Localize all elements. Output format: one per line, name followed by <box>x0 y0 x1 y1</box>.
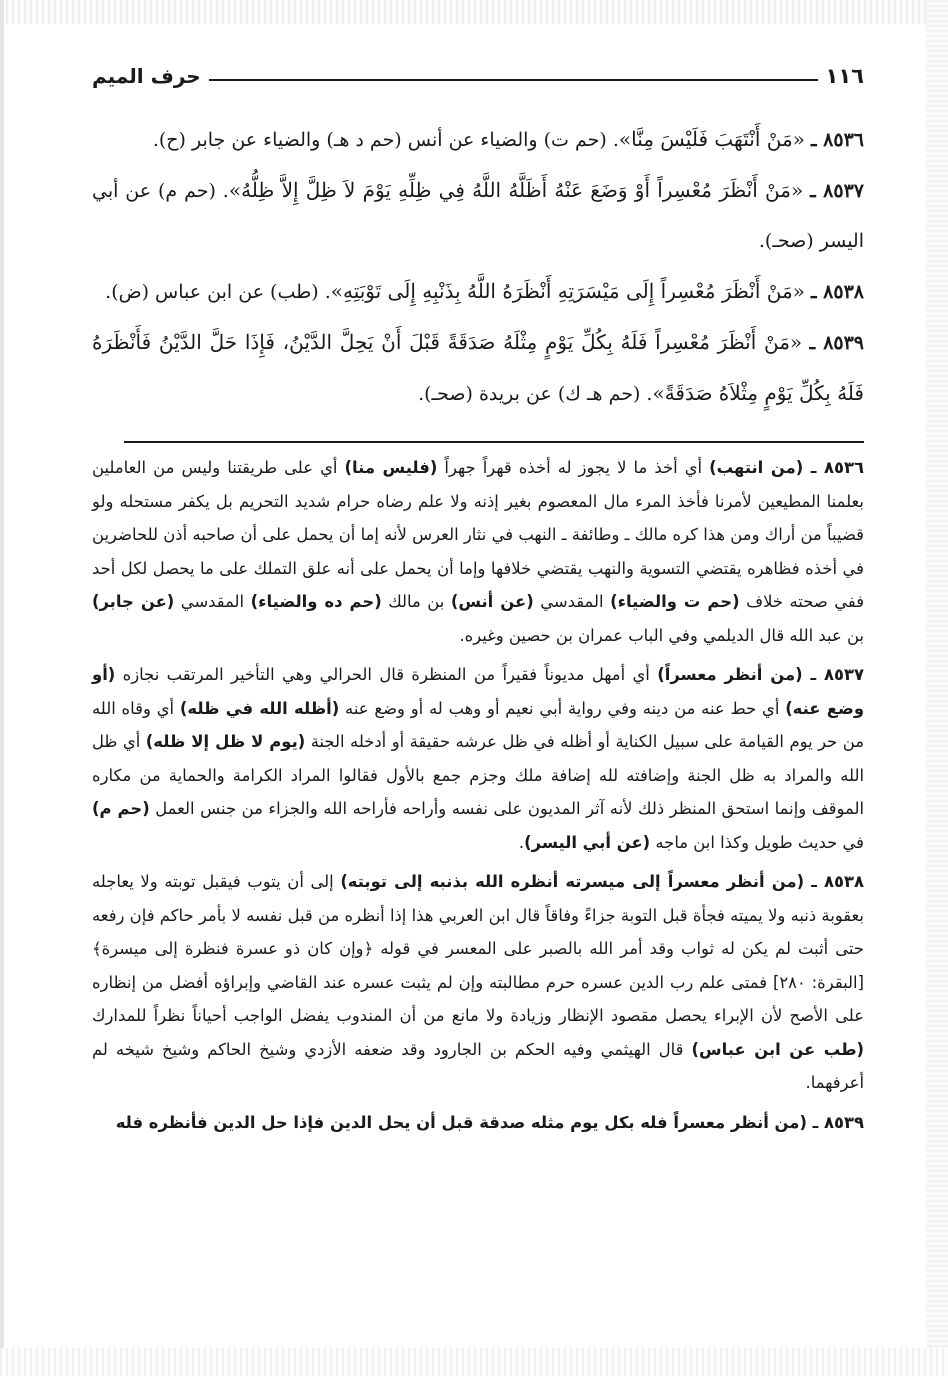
header-rule <box>209 79 818 81</box>
commentary-quoted-phrase: (حم ده والضياء) <box>250 592 382 611</box>
commentary-text: أي أمهل مديوناً فقيراً من المنظرة قال الحرالي وهي التأخير المرتقب نجازه <box>115 665 658 684</box>
commentary-number: ٨٥٣٧ ـ <box>802 665 865 684</box>
commentary-text: أي وقاه الله من حر يوم القيامة على سبيل الكناية أو أظله في ظل عرشه حقيقة أو أدخله الجنة <box>92 698 864 751</box>
scan-border-bottom <box>0 1348 948 1376</box>
commentary-text: المقدسي <box>533 592 611 611</box>
hadith-text: «مَنْ أَنْظَرَ مُعْسِراً إِلَى مَيْسَرَتِهِ أَنْظَرَهُ اللَّهُ بِذَنْبِهِ إِلَى تَوْبَتِهِ» <box>330 279 805 303</box>
book-page <box>92 52 864 1145</box>
commentary-number: ٨٥٣٨ ـ <box>804 872 864 891</box>
hadith-source: . (طب) عن ابن عباس (ض). <box>105 281 331 303</box>
hadith-list <box>92 114 864 419</box>
scan-border-left <box>0 0 4 1376</box>
page-header <box>92 52 864 88</box>
scan-border-top <box>0 0 948 24</box>
section-title: حرف الميم <box>92 64 201 88</box>
hadith-source: . (حم هـ ك) عن بريدة (صحـ). <box>418 383 653 405</box>
page-number: ١١٦ <box>825 64 864 88</box>
commentary-quoted-phrase: (من أنظر معسراً إلى ميسرته أنظره الله بذنبه إلى توبته) <box>340 872 805 891</box>
commentary-text: المقدسي <box>174 592 251 611</box>
commentary-quoted-phrase: (أو وضع عنه) <box>92 665 865 718</box>
commentary-number: ٨٥٣٩ ـ <box>806 1112 864 1132</box>
hadith-entry <box>92 266 864 317</box>
hadith-number: ٨٥٣٧ ـ <box>810 180 864 202</box>
hadith-source: . (حم م) عن أبي اليسر (صحـ). <box>92 180 864 252</box>
commentary-text: أي حط عنه من دينه وفي رواية أبي نعيم أو وهب له أو وضع عنه <box>339 698 786 718</box>
hadith-number: ٨٥٣٦ ـ <box>810 129 864 151</box>
footnote-divider <box>124 441 864 443</box>
commentary-entry <box>92 865 864 1100</box>
commentary-text: أي ظل الله والمراد به ظل الجنة وإضافته لله إضافة ملك وجزم جمع بالأول فقالوا المراد الكرامة والحماية من مكاره الموقف وإنما استحق المنظر ذلك لأنه آثر المديون على نفسه وأراحه فأراحه الله والجزاء من جنس العمل <box>92 732 865 818</box>
commentary-quoted-phrase: (حم م) <box>92 799 150 818</box>
commentary-quoted-phrase: (حم ت والضياء) <box>610 592 740 611</box>
commentary-entry <box>92 451 864 652</box>
commentary-quoted-phrase: (عن أنس) <box>450 592 534 611</box>
hadith-entry <box>92 165 864 266</box>
commentary-text: إلى أن يتوب فيقبل توبته ولا يعاجله بعقوبة ذنبه ولا يميته فجأة قبل التوبة جزاءً وفاقاً قال ابن العربي هذا إذا أنظره من قبل نفسه لا بأمر حاكم فإن رفعه حتى أثبت لم يكن له ثواب وقد أمر الله بالصبر على المعسر في قوله ﴿وإن كان ذو عسرة فنظرة إلى ميسرة﴾ [البقرة: ٢٨٠] فمتى علم رب الدين عسره حرم مطالبته وإن لم يثبت عسره عند القاضي وإبراؤه أفضل من إنظاره على الأصح لأن الإبراء يحصل مقصود الإنظار وزيادة ولا مانع من أن المندوب يفضل الواجب أحياناً نظراً للمدارك <box>92 872 864 1025</box>
commentary-quoted-phrase: (عن أبي اليسر) <box>524 832 651 852</box>
hadith-source: . (حم ت) والضياء عن أنس (حم د هـ) والضياء عن جابر (ح). <box>152 129 619 151</box>
commentary-number: ٨٥٣٦ ـ <box>803 458 864 477</box>
hadith-entry <box>92 317 864 419</box>
commentary-quoted-phrase: (فليس منا) <box>344 458 438 477</box>
hadith-number: ٨٥٣٩ ـ <box>809 332 865 354</box>
scan-border-right <box>926 0 948 1376</box>
commentary-quoted-phrase: (من انتهب) <box>709 458 804 477</box>
commentary-text: بن عبد الله قال الديلمي وفي الباب عمران بن حصين وغيره. <box>459 625 864 645</box>
commentary-quoted-phrase: (أظله الله في ظله) <box>179 698 340 718</box>
hadith-text: «مَنْ أَنْظَرَ مُعْسِراً أَوْ وَضَعَ عَنْهُ أَظَلَّهُ اللَّهُ فِي ظِلِّهِ يَوْمَ لاَ ظِلَّ إِلاَّ ظِلُّهُ» <box>228 178 804 202</box>
commentary-entry <box>92 1106 864 1140</box>
commentary-text: أي على طريقتنا وليس من العاملين بعلمنا المطيعين لأمرنا فأخذ المرء مال المعصوم بغير إذنه ولا علم رضاه حرام شديد التحريم بل يكفر مستحله ولو قضيباً من أراك ومن هذا كره مالك ـ وطائفة ـ النهب في نثار العرس لأنه إما أن يحمل على أن صاحبه أذن للحاضرين في أخذه فظاهره يقتضي التسوية والنهب يقتضي خلافها وإما أن يحمل على أنه علق التملك على ما يحصل لكل أحد ففي صحته خلاف <box>92 458 865 611</box>
hadith-text: «مَنْ أَنْظَرَ مُعْسِراً فَلَهُ بِكُلِّ يَوْمٍ مِثْلَهُ صَدَقَةً قَبْلَ أَنْ يَحِلَّ الدَّيْنُ، فَإِذَا حَلَّ الدَّيْنُ فَأَنْظَرَهُ فَلَهُ بِكُلِّ يَوْمٍ مِثْلاَهُ صَدَقَةً» <box>92 330 864 405</box>
commentary-text: بن مالك <box>381 592 451 611</box>
commentary-quoted-phrase: (عن جابر) <box>92 592 175 611</box>
commentary-text: في حديث طويل وكذا ابن ماجه <box>650 832 864 852</box>
hadith-number: ٨٥٣٨ ـ <box>810 281 864 303</box>
commentary-quoted-phrase: (يوم لا ظل إلا ظله) <box>145 732 306 751</box>
hadith-text: «مَنْ أَنْتَهَبَ فَلَيْسَ مِنَّا» <box>618 127 805 151</box>
commentary-text: قال الهيثمي وفيه الحكم بن الجارود وقد ضعفه الأزدي وشيخ الحاكم وشيخ شيخه لم أعرفهما. <box>92 1039 864 1092</box>
commentary-entry <box>92 658 864 859</box>
commentary-quoted-phrase: (من أنظر معسراً) <box>657 665 803 684</box>
commentary-quoted-phrase: (من أنظر معسراً فله بكل يوم مثله صدقة قبل أن يحل الدين فإذا حل الدين فأنظره فله <box>115 1112 807 1132</box>
commentary-text: أي أخذ ما لا يجوز له أخذه قهراً جهراً <box>437 458 710 477</box>
commentary-text: . <box>518 832 525 852</box>
hadith-entry <box>92 114 864 165</box>
commentary-section <box>92 451 864 1139</box>
commentary-quoted-phrase: (طب عن ابن عباس) <box>691 1039 864 1059</box>
